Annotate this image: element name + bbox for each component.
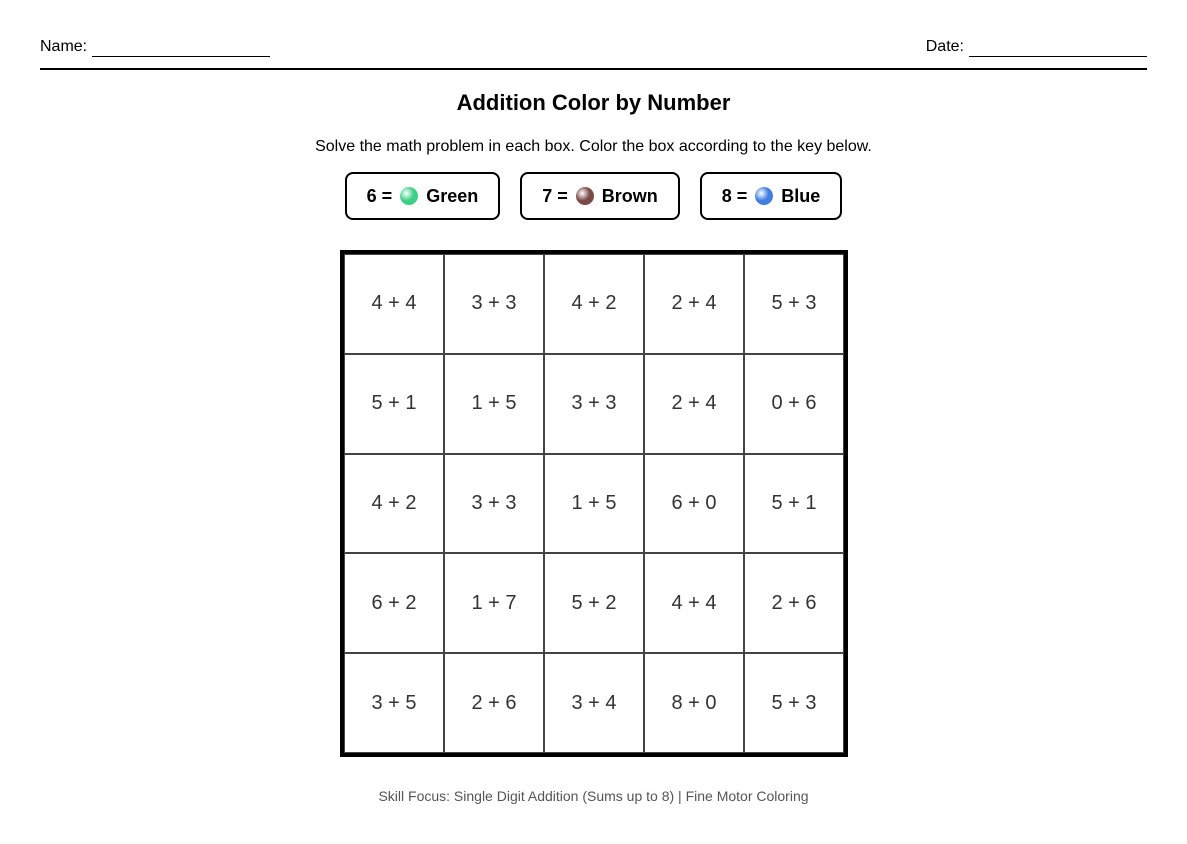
grid-cell[interactable]: 3 + 5 [344,653,444,753]
key-number: 6 = [366,185,393,206]
key-item [700,172,843,220]
grid-cell[interactable]: 3 + 4 [544,653,644,753]
instructions: Solve the math problem in each box. Color the box according to the key below. [315,138,872,155]
key-number: 8 = [721,185,748,206]
grid-cell[interactable]: 1 + 5 [444,354,544,454]
color-dot-icon [400,187,418,205]
date-field[interactable] [926,38,1147,68]
name-field[interactable] [40,38,270,68]
grid-cell[interactable]: 1 + 7 [444,553,544,653]
key-item [345,172,501,220]
grid-cell[interactable]: 5 + 2 [544,553,644,653]
name-line[interactable] [92,38,270,57]
grid-cell[interactable]: 5 + 1 [744,454,844,554]
grid-cell[interactable]: 5 + 3 [744,653,844,753]
grid-cell[interactable]: 3 + 3 [444,454,544,554]
grid-cell[interactable]: 2 + 4 [644,254,744,354]
grid-cell[interactable]: 4 + 2 [544,254,644,354]
grid-cell[interactable]: 6 + 2 [344,553,444,653]
grid-cell[interactable]: 4 + 4 [344,254,444,354]
grid-cell[interactable]: 3 + 3 [544,354,644,454]
grid-cell[interactable]: 2 + 4 [644,354,744,454]
page-title: Addition Color by Number [456,90,731,115]
grid-cell[interactable]: 4 + 2 [344,454,444,554]
problem-grid [340,250,848,757]
key-color-name: Green [426,185,479,206]
grid-cell[interactable]: 1 + 5 [544,454,644,554]
name-label: Name: [40,38,88,55]
grid-cell[interactable]: 0 + 6 [744,354,844,454]
date-line[interactable] [969,38,1147,57]
grid-cell[interactable]: 3 + 3 [444,254,544,354]
grid-cell[interactable]: 5 + 3 [744,254,844,354]
footer: Skill Focus: Single Digit Addition (Sums up to 8) | Fine Motor Coloring [378,788,809,804]
key-color-name: Brown [601,185,658,206]
color-key [0,172,1187,220]
header [40,38,1147,70]
key-number: 7 = [542,185,568,206]
color-dot-icon [755,187,773,205]
grid-cell[interactable]: 8 + 0 [644,653,744,753]
key-item [520,172,680,220]
grid-cell[interactable]: 4 + 4 [644,553,744,653]
grid-cell[interactable]: 5 + 1 [344,354,444,454]
color-dot-icon [576,187,594,205]
grid-cell[interactable]: 2 + 6 [744,553,844,653]
key-color-name: Blue [781,185,821,206]
date-label: Date: [925,38,964,55]
grid-cell[interactable]: 2 + 6 [444,653,544,753]
grid-cell[interactable]: 6 + 0 [644,454,744,554]
